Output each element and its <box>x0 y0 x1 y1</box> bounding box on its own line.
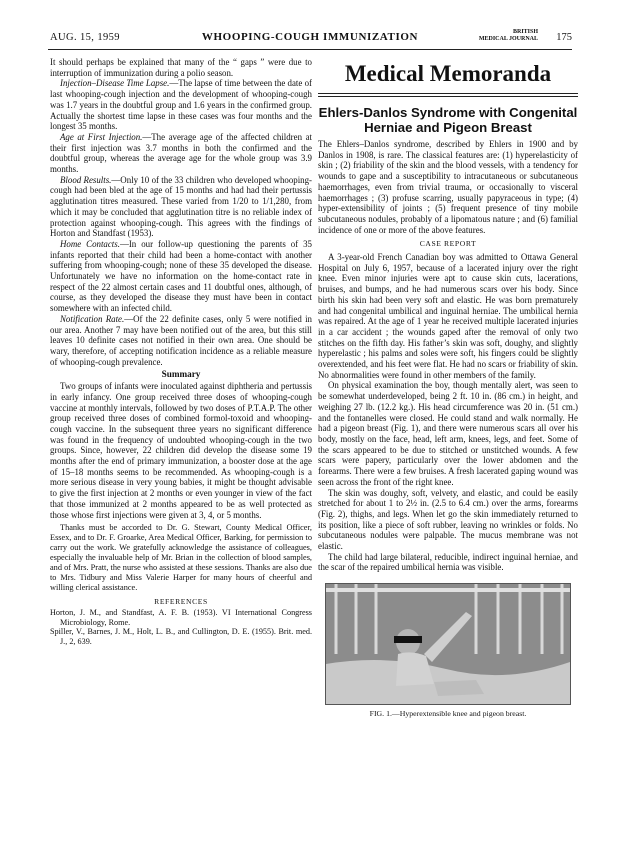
figure-caption <box>318 709 578 720</box>
intro-paragraph: The Ehlers–Danlos syndrome, described by Ehlers in 1900 and by Danlos in 1908, is rare. The classical features are: (1) hyperelasticity of skin ; (2) friability of the skin and the blood vessels, with a tendency for wounds to gape and a susceptibility to intracutaneous or subcutaneous haemorrhages, even from trivial trauma, or occasionally to visceral haemorrhages ; (3) profuse scarring, usually papyraceous in type; (4) hyper-extensibility of joints ; (5) frequent presence of tiny mobile subcutaneous nodules, probably of a lipomatous nature ; and (6) familial incidence of one or more of the above features. <box>318 139 578 235</box>
running-title: WHOOPING-COUGH IMMUNIZATION <box>201 31 419 43</box>
paragraph-text: —The average age of the affected children at their first injection was 3.7 months in both the confirmed and the doubtful group, whereas the average age for the whole group was 3.9 months. <box>50 131 312 175</box>
paragraph-heading: Blood Results. <box>60 174 112 185</box>
header-rule <box>48 49 572 50</box>
article-title: Ehlers-Danlos Syndrome with Congenital Herniae and Pigeon Breast <box>318 105 578 135</box>
reference-item: Horton, J. M., and Standfast, A. F. B. (1953). VI International Congress Microbiology, Rome. <box>50 608 312 627</box>
paragraph-heading: Notification Rate. <box>60 313 125 324</box>
section-title: Medical Memoranda <box>344 61 552 86</box>
case-report-heading: CASE REPORT <box>419 239 477 249</box>
right-column <box>318 57 578 720</box>
figure-photo <box>325 583 571 705</box>
figure-caption-text: —Hyperextensible knee and pigeon breast. <box>391 709 527 719</box>
paragraph-text: —Of the 22 definite cases, only 5 were notified in our area. Another 7 may have been notified out of the area, but this still leaves 10 definite cases not notified in their own area. One should be wary, therefore, of accepting notification incidence as a reliable measure of whooping-cough prevalence. <box>50 313 312 367</box>
page-number: 175 <box>556 32 572 43</box>
journal-name-line2: MEDICAL JOURNAL <box>478 36 538 42</box>
issue-date: AUG. 15, 1959 <box>50 32 120 43</box>
left-column <box>50 57 312 647</box>
summary-paragraph: Two groups of infants were inoculated against diphtheria and pertussis in early infancy. One group received three doses of whooping-cough vaccine at monthly intervals, followed by two doses of P.T.A.P. The other group received three doses of combined formol-toxoid and whooping-cough vaccine. In the subsequent three years no significant difference was found in the frequency of undoubted whooping-cough in the two groups. Since, however, 22 children did develop the disease some 19 months after the end of primary immunization, a booster dose at the age of 15–18 months seems to be recommended. As whooping-cough is a more serious disease in very young babies, it might be thought advisable to give the first injection at 2 months or even younger in view of the fact that those immunized at 2 months appeared to be as well protected as those whose first injections were given at 3, 4, or 5 months. <box>50 381 312 520</box>
reference-item: Spiller, V., Barnes, J. M., Holt, L. B., and Cullington, D. E. (1955). Brit. med. J., 2, 639. <box>50 627 312 647</box>
figure-label: FIG. 1. <box>369 709 392 719</box>
running-header <box>48 28 572 46</box>
paragraph-text: —Only 10 of the 33 children who developed whooping-cough had been bled at the age of 15 months and had had their pertussis agglutination titres measured. These varied from 1/20 to 1/1,280, from which it may be concluded that agglutination titre is no reliable index of protection against whooping-cough. This agrees with the findings of Horton and Standfast (1953). <box>50 174 312 239</box>
acknowledgements: Thanks must be accorded to Dr. G. Stewart, County Medical Officer, Essex, and to Dr. F. Groarke, Area Medical Officer, Barking, for permission to carry out the work. We gratefully acknowledge the assistance of colleagues, especially the invaluable help of Mr. Brian in the collection of blood samples, and of Mrs. Pratt, the nurse who assisted at these sessions. Thanks are also due to Mrs. Tidbury and Miss Valerie Harper for many hours of cheerful and willing clerical assistance. <box>50 523 312 592</box>
paragraph <box>50 314 312 368</box>
paragraph <box>50 78 312 132</box>
paragraph-text: —The lapse of time between the date of last whooping-cough injection and the development of whooping-cough was 1.7 years in the doubtful group and 1.6 years in the confirmed group. Actually the shortest time lapse in these cases was four months and the longest 35 months. <box>50 78 312 132</box>
paragraph-heading: Age at First Injection. <box>60 131 143 142</box>
paragraph: The skin was doughy, soft, velvety, and elastic, and could be easily stretched for about 1 to 2½ in. (2.5 to 6.4 cm.) over the arms, forearms (Fig. 2), thighs, and legs. When let go the skin immediately returned to its position, like a piece of soft rubber, leaving no wrinkles or folds. No subcutaneous nodules were palpable. The mucus membrane was not elastic. <box>318 487 578 552</box>
journal-name <box>479 29 538 43</box>
paragraph-text: —In our follow-up questioning the parents of 35 infants reported that their child had been a home-contact with another suffering from whooping-cough; none of these 35 developed the disease. Unfortunately we have no information on the home-contact rate in respect of the 22 almost certain cases and 11 doubtful ones, although, of course, as they developed the disease they must have been in contact somewhere with an infected child. <box>50 238 312 314</box>
paragraph-heading: Injection–Disease Time Lapse. <box>60 78 170 89</box>
paragraph <box>50 175 312 239</box>
paragraph: It should perhaps be explained that many of the “ gaps ” were due to interruption of immunization during a polio season. <box>50 57 312 78</box>
paragraph-heading: Home Contacts. <box>60 238 120 249</box>
paragraph <box>50 239 312 314</box>
paragraph: The child had large bilateral, reducible, indirect inguinal herniae, and the scar of the repaired umbilical hernia was visible. <box>318 551 578 573</box>
section-rule <box>318 93 578 97</box>
references-heading: REFERENCES <box>154 596 208 606</box>
paragraph: A 3-year-old French Canadian boy was admitted to Ottawa General Hospital on July 6, 1957, because of a lacerated injury over the right knee. Even minor injuries were apt to cause skin cuts, lacerations, bruises, and bumps, and he had numerous scars over his body. Since birth his skin had been very soft and elastic. He was born prematurely and had congenital umbilical and inguinal herniae. The umbilical hernia was repaired. At the age of 1 year he received multiple lacerated injuries in a car accident ; the wounds gaped after the removal of only two stitches on the fifth day. His father’s skin was soft, doughy, and slightly hyperelastic ; his palms and soles were soft, his fingers could be slightly overextended, and his feet were flat. He had no scars or friability of skin. No abnormalities were found in other members of the family. <box>318 252 578 380</box>
figure-photo-drawing <box>326 584 570 704</box>
journal-name-line1: BRITISH <box>512 29 538 35</box>
paragraph <box>50 132 312 175</box>
summary-heading: Summary <box>161 369 201 380</box>
paragraph: On physical examination the boy, though mentally alert, was seen to be somewhat underdeveloped, being 2 ft. 10 in. (86 cm.) in height, and weighing 27 lb. (12.2 kg.). His head circumference was 20 in. (51 cm.) and the fontanelles were closed. He could stand and walk normally. He had a pigeon breast (Fig. 1), and there were numerous scars all over his body, mostly on the face, head, left arm, knees, legs, and feet. Some of the scars appeared to be due to stitched or unstitched wounds. A few scars were papery, particularly over the lower abdomen and the forearms. There were a few bruises. A fresh lacerated gaping wound was seen across the front of the right knee. <box>318 380 578 487</box>
